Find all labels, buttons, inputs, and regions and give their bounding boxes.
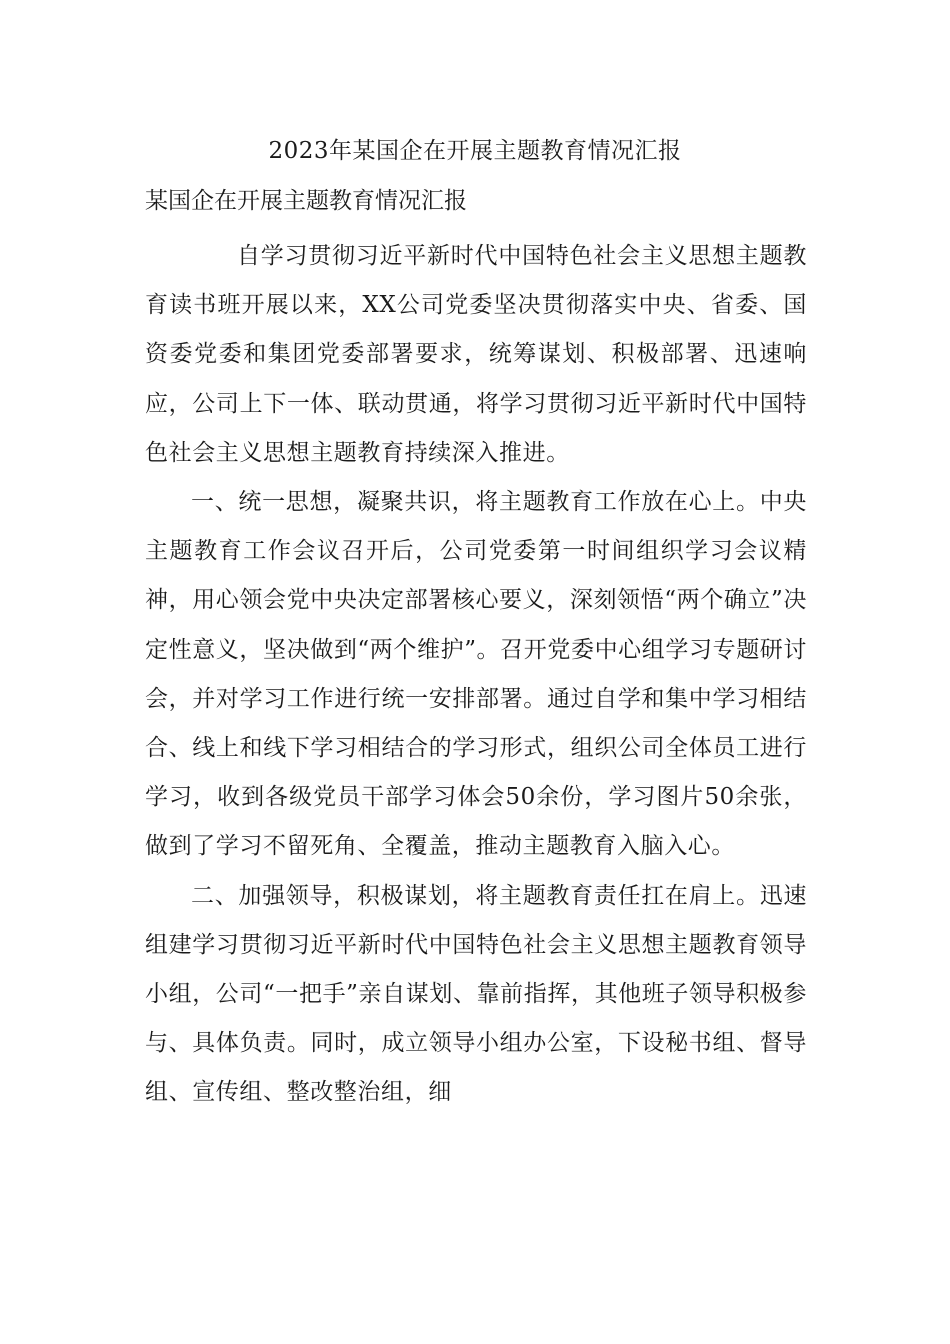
- paragraph-section-1: 一、统一思想，凝聚共识，将主题教育工作放在心上。中央主题教育工作会议召开后，公司党委第一时间组织学习会议精神，用心领会党中央决定部署核心要义，深刻领悟“两个确立”决定性意义，坚决做到“两个维护”。召开党委中心组学习专题研讨会，并对学习工作进行统一安排部署。通过自学和集中学习相结合、线上和线下学习相结合的学习形式，组织公司全体员工进行学习，收到各级党员干部学习体会50余份，学习图片50余张，做到了学习不留死角、全覆盖，推动主题教育入脑入心。: [145, 489, 807, 860]
- document-subtitle: 某国企在开展主题教育情况汇报: [145, 188, 467, 214]
- paragraph-section-2: 二、加强领导，积极谋划，将主题教育责任扛在肩上。迅速组建学习贯彻习近平新时代中国特色社会主义思想主题教育领导小组，公司“一把手”亲自谋划、靠前指挥，其他班子领导积极参与、具体负责。同时，成立领导小组办公室，下设秘书组、督导组、宣传组、整改整治组，细: [145, 882, 807, 1106]
- document-title: 2023年某国企在开展主题教育情况汇报: [268, 138, 682, 164]
- document-body: [145, 232, 807, 1118]
- paragraph-intro: 自学习贯彻习近平新时代中国特色社会主义思想主题教育读书班开展以来，XX公司党委坚决贯彻落实中央、省委、国资委党委和集团党委部署要求，统筹谋划、积极部署、迅速响应，公司上下一体、联动贯通，将学习贯彻习近平新时代中国特色社会主义思想主题教育持续深入推进。: [145, 243, 807, 466]
